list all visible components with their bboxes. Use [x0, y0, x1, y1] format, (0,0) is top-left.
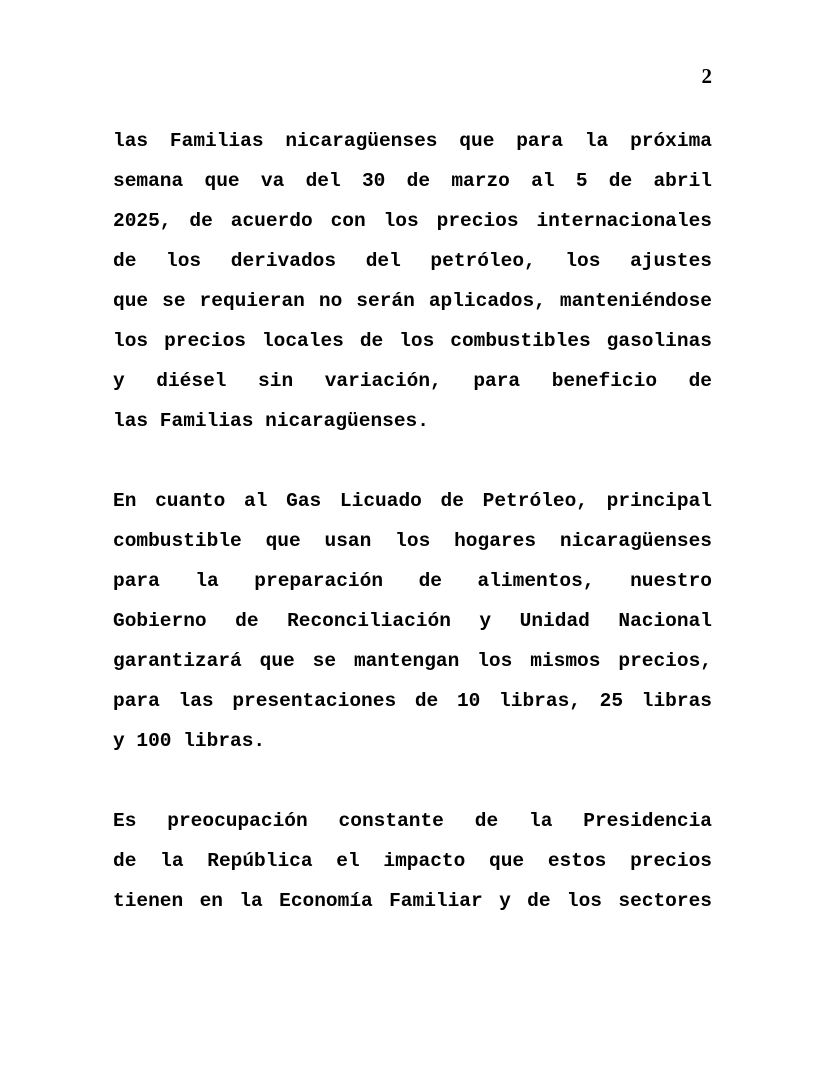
text-line: para la preparación de alimentos, nuestro	[113, 570, 712, 592]
text-line: para las presentaciones de 10 libras, 25 libras	[113, 690, 712, 712]
text-line: que se requieran no serán aplicados, manteniéndose	[113, 290, 712, 312]
text-line: garantizará que se mantengan los mismos precios,	[113, 650, 712, 672]
text-line: tienen en la Economía Familiar y de los sectores	[113, 890, 712, 912]
text-line: y 100 libras.	[113, 730, 266, 752]
paragraph	[113, 481, 712, 761]
text-line: 2025, de acuerdo con los precios internacionales	[113, 210, 712, 232]
paragraph	[113, 801, 712, 921]
document-body	[113, 121, 712, 961]
text-line: de los derivados del petróleo, los ajustes	[113, 250, 712, 272]
text-line: En cuanto al Gas Licuado de Petróleo, principal	[113, 490, 712, 512]
page-number: 2	[701, 64, 712, 88]
text-line: las Familias nicaragüenses que para la próxima	[113, 130, 712, 152]
paragraph	[113, 121, 712, 441]
text-line: semana que va del 30 de marzo al 5 de abril	[113, 170, 712, 192]
text-line: los precios locales de los combustibles gasolinas	[113, 330, 712, 352]
text-line: combustible que usan los hogares nicaragüenses	[113, 530, 712, 552]
text-line: Gobierno de Reconciliación y Unidad Nacional	[113, 610, 712, 632]
text-line: de la República el impacto que estos precios	[113, 850, 712, 872]
text-line: las Familias nicaragüenses.	[113, 410, 429, 432]
text-line: y diésel sin variación, para beneficio de	[113, 370, 712, 392]
text-line: Es preocupación constante de la Presidencia	[113, 810, 712, 832]
